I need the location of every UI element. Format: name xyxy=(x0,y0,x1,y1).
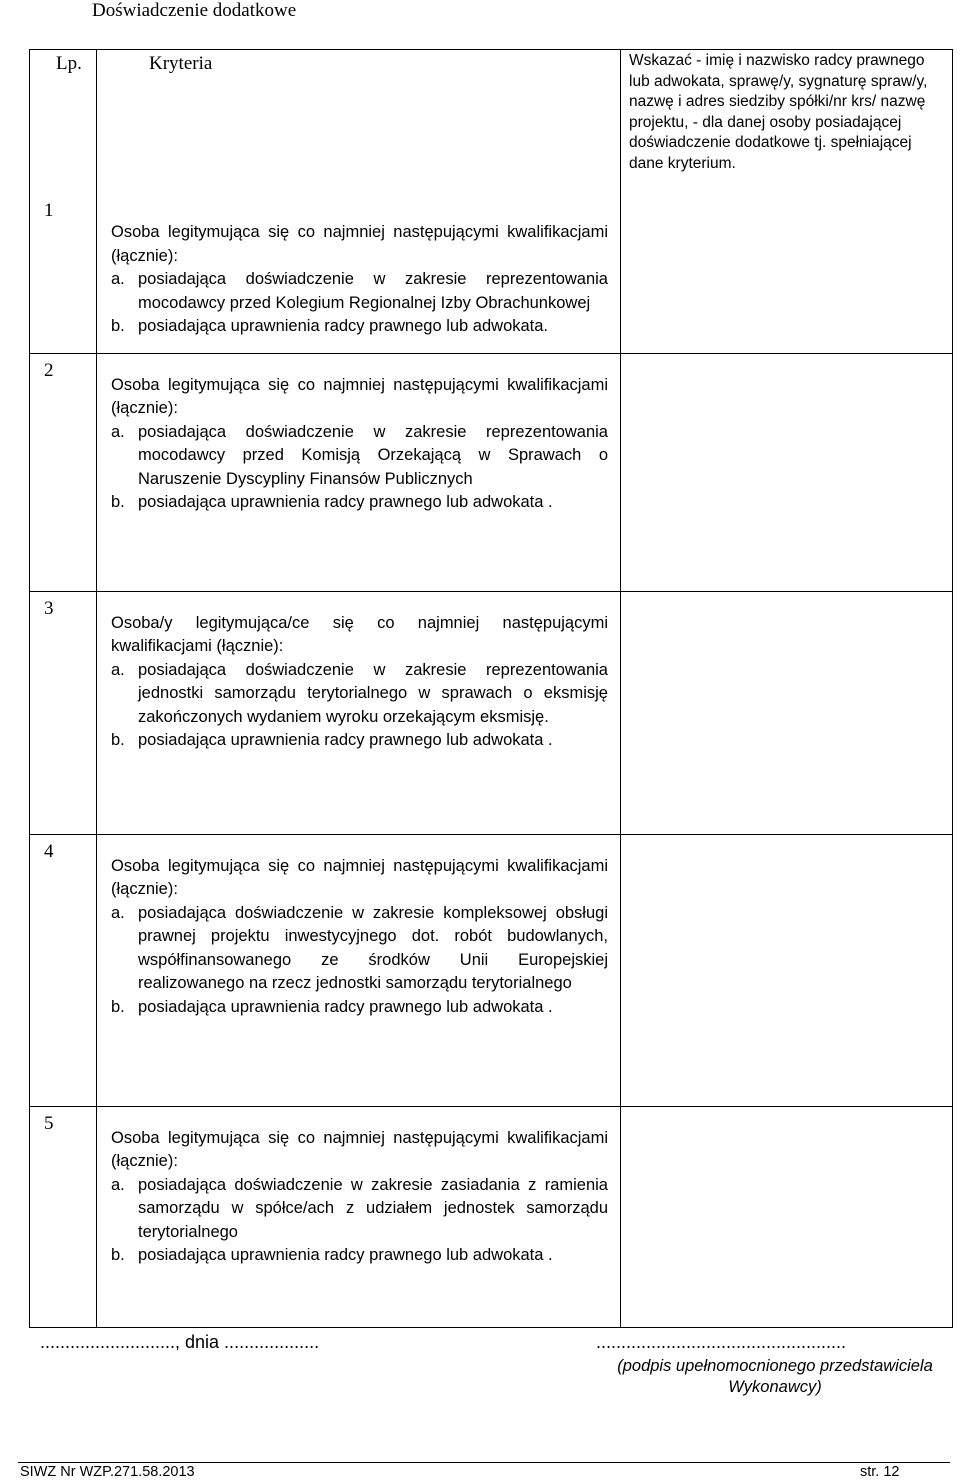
criterion-item-b xyxy=(111,729,608,753)
row-number: 4 xyxy=(30,834,97,1106)
item-marker: b. xyxy=(111,493,125,511)
item-text: posiadająca uprawnienia radcy prawnego lub adwokata. xyxy=(138,317,549,335)
criterion-item-b xyxy=(111,491,608,515)
criterion-item-b xyxy=(111,315,608,339)
criterion-intro: Osoba legitymująca się co najmniej następującymi kwalifikacjami (łącznie): xyxy=(111,1128,608,1170)
criterion-item-a xyxy=(111,268,608,315)
criterion-item-b xyxy=(111,996,608,1020)
item-marker: b. xyxy=(111,317,125,335)
criteria-header: Kryteria xyxy=(149,53,213,74)
criteria-cell xyxy=(97,591,621,834)
signature-caption: (podpis upełnomocnionego przedstawiciela Wykonawcy) xyxy=(617,1357,933,1396)
row-number: 1 xyxy=(44,200,54,221)
criterion-item-a xyxy=(111,902,608,996)
item-text: posiadająca uprawnienia radcy prawnego lub adwokata . xyxy=(138,493,553,511)
item-marker: b. xyxy=(111,997,125,1016)
item-marker: b. xyxy=(111,1246,125,1264)
indicate-cell xyxy=(621,353,953,591)
item-marker: a. xyxy=(111,422,125,441)
indicate-cell xyxy=(621,834,953,1106)
signature-date-line: ..........................., dnia ................... xyxy=(40,1332,320,1352)
item-text: posiadająca uprawnienia radcy prawnego lub adwokata . xyxy=(138,731,553,749)
item-text: posiadająca doświadczenie w zakresie zasiadania z ramienia samorządu w spółce/ach z udziałem jednostek samorządu terytorialnego xyxy=(138,1175,608,1241)
item-text: posiadająca doświadczenie w zakresie reprezentowania jednostki samorządu terytorialnego w sprawach o eksmisję zakończonych wydaniem wyroku orzekającym eksmisję. xyxy=(138,660,608,726)
item-marker: b. xyxy=(111,731,125,749)
indicate-cell xyxy=(621,591,953,834)
footer-page-number: str. 12 xyxy=(860,1464,900,1480)
item-marker: a. xyxy=(111,903,125,922)
criteria-cell xyxy=(97,353,621,591)
criterion-item-a xyxy=(111,659,608,730)
criterion-intro: Osoba legitymująca się co najmniej następującymi kwalifikacjami (łącznie): xyxy=(111,223,608,265)
item-text: posiadająca uprawnienia radcy prawnego lub adwokata . xyxy=(138,997,553,1016)
criterion-item-a xyxy=(111,1174,608,1245)
indicate-cell xyxy=(621,50,953,354)
table-row-4 xyxy=(30,834,953,1106)
item-marker: a. xyxy=(111,270,125,288)
item-marker: a. xyxy=(111,660,125,679)
item-text: posiadająca doświadczenie w zakresie reprezentowania mocodawcy przed Kolegium Regionalnej Izby Obrachunkowej xyxy=(138,270,608,312)
row-number: 3 xyxy=(30,591,97,834)
criterion-intro: Osoba legitymująca się co najmniej następującymi kwalifikacjami (łącznie): xyxy=(111,375,608,417)
lp-header: Lp. xyxy=(56,53,82,74)
criteria-cell xyxy=(97,834,621,1106)
table-row-3 xyxy=(30,591,953,834)
item-text: posiadająca uprawnienia radcy prawnego lub adwokata . xyxy=(138,1246,553,1264)
criterion-item-a xyxy=(111,421,608,492)
row-number: 5 xyxy=(30,1106,97,1327)
criterion-item-b xyxy=(111,1244,608,1268)
indicate-cell xyxy=(621,1106,953,1327)
footer-document-number: SIWZ Nr WZP.271.58.2013 xyxy=(20,1464,195,1480)
lp-header-cell xyxy=(30,50,97,354)
criteria-cell xyxy=(97,1106,621,1327)
indicate-header: Wskazać - imię i nazwisko radcy prawnego lub adwokata, sprawę/y, sygnaturę spraw/y, nazwę i adres siedziby spółki/nr krs/ nazwę projektu, - dla danej osoby posiadającej doświadczenie dodatkowe tj. spełniającej dane kryterium. xyxy=(629,52,928,172)
item-marker: a. xyxy=(111,1175,125,1194)
criterion-intro: Osoba/y legitymująca/ce się co najmniej następującymi kwalifikacjami (łącznie): xyxy=(111,613,608,655)
table-row-5 xyxy=(30,1106,953,1327)
table-row-2 xyxy=(30,353,953,591)
table-row-1 xyxy=(30,50,953,354)
criteria-table xyxy=(29,49,953,1328)
footer-divider xyxy=(18,1462,950,1463)
page-heading: Doświadczenie dodatkowe xyxy=(92,0,297,21)
row-number: 2 xyxy=(30,353,97,591)
criterion-intro: Osoba legitymująca się co najmniej następującymi kwalifikacjami (łącznie): xyxy=(111,856,608,898)
item-text: posiadająca doświadczenie w zakresie kompleksowej obsługi prawnej projektu inwestycyjnego dot. robót budowlanych, współfinansowanego ze środków Unii Europejskiej realizowanego na rzecz jednostki samorządu terytorialnego xyxy=(138,903,608,992)
criteria-cell xyxy=(97,50,621,354)
item-text: posiadająca doświadczenie w zakresie reprezentowania mocodawcy przed Komisją Orzekającą w Sprawach o Naruszenie Dyscypliny Finansów Publicznych xyxy=(138,422,608,488)
signature-dots: .................................................. xyxy=(596,1332,847,1352)
